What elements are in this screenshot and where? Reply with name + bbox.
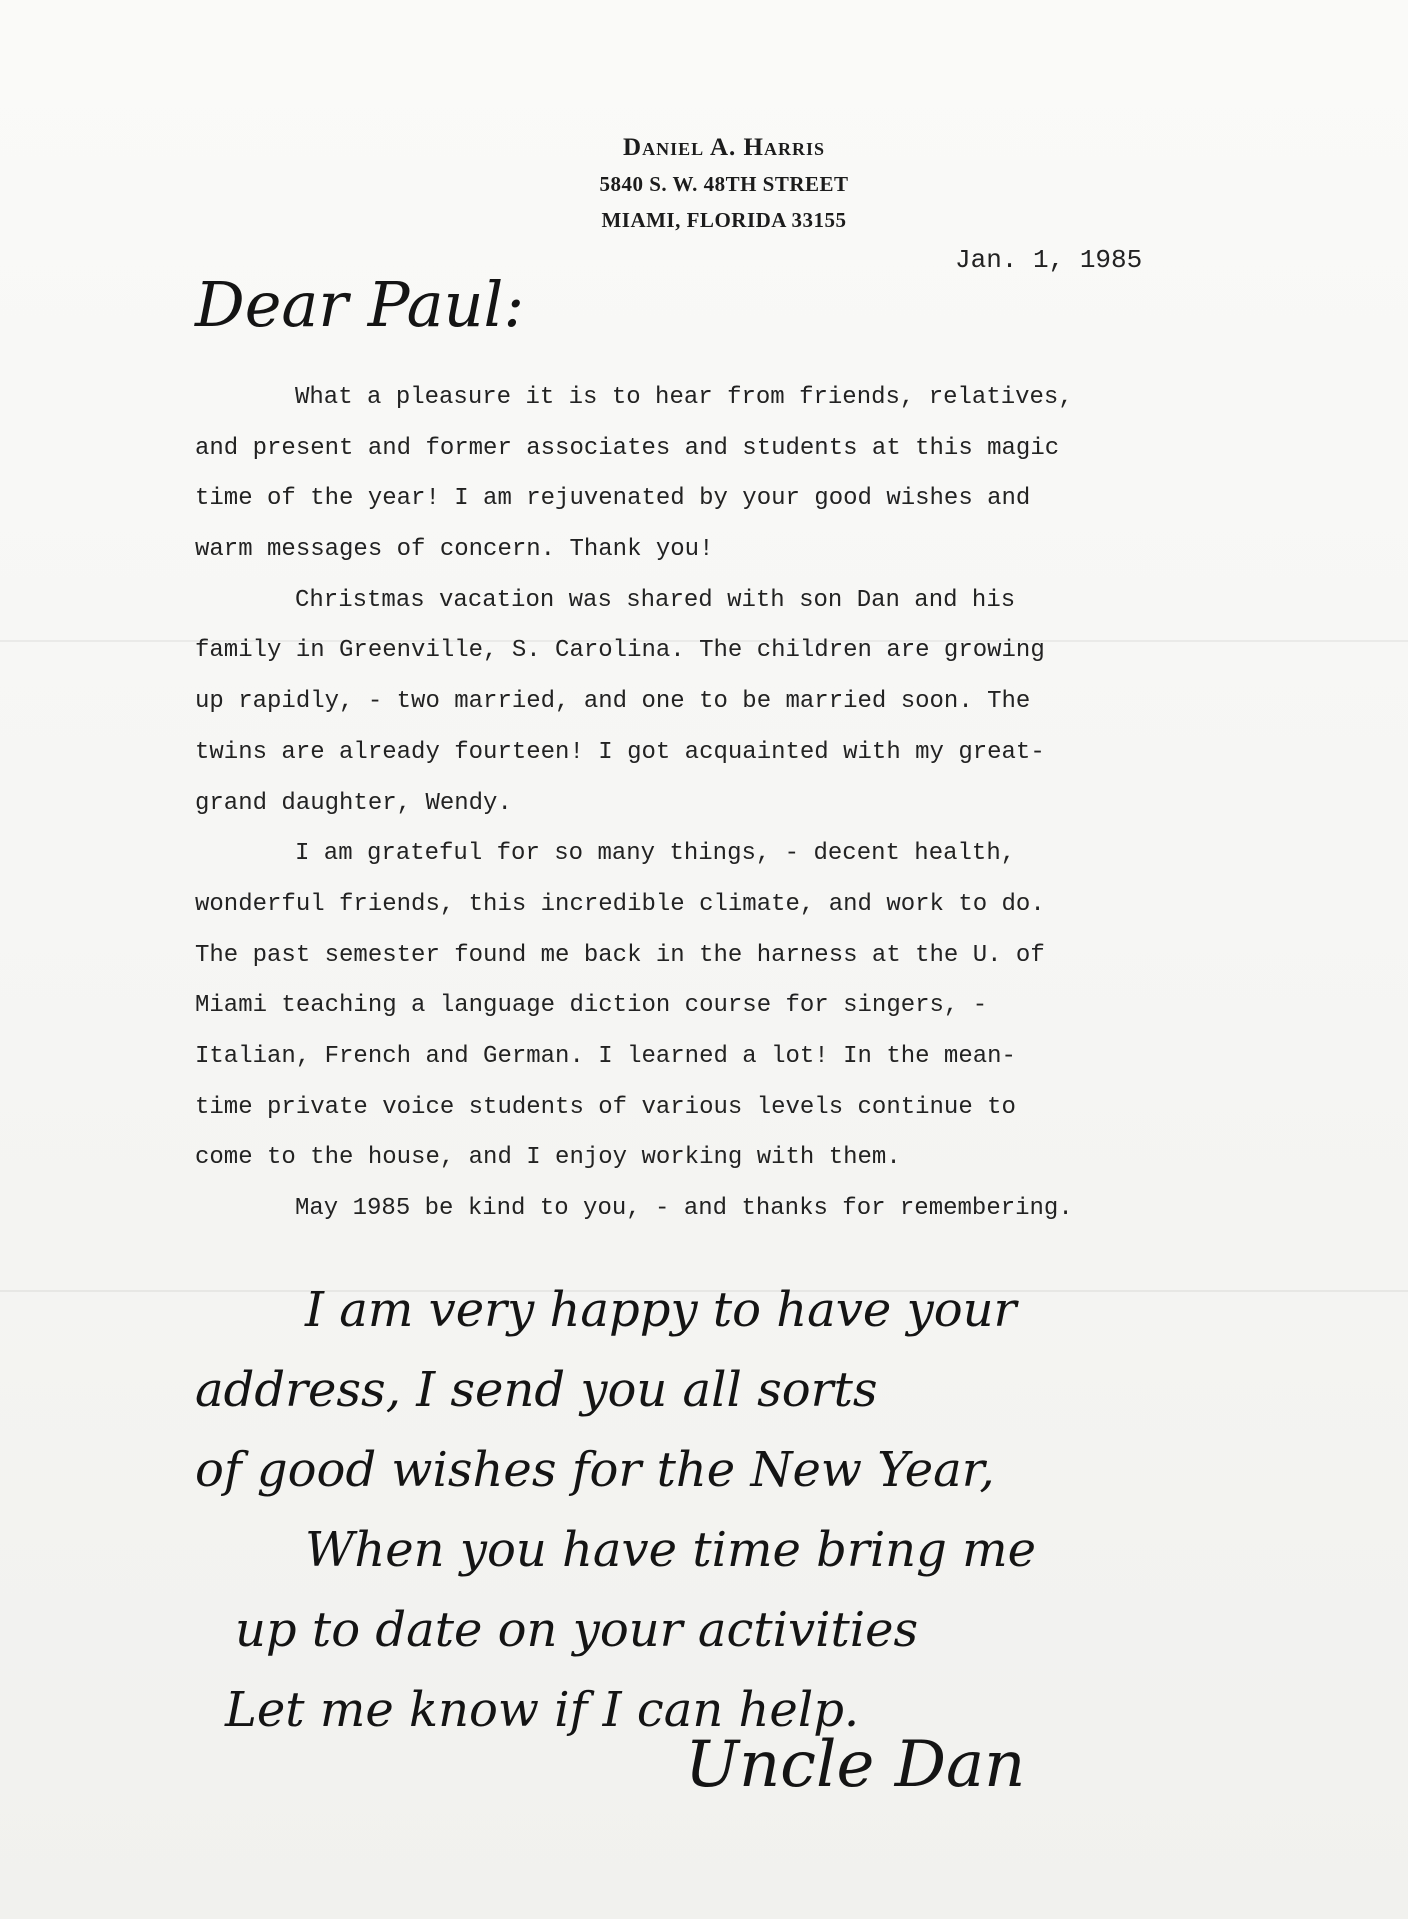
letterhead-city: MIAMI, FLORIDA 33155 bbox=[601, 208, 847, 232]
letterhead-street: 5840 S. W. 48TH STREET bbox=[599, 172, 849, 196]
body-line: time of the year! I am rejuvenated by your good wishes and bbox=[195, 485, 1031, 513]
handwritten-line: I am very happy to have your bbox=[305, 1282, 1017, 1338]
letterhead-name: Daniel A. Harris bbox=[623, 134, 825, 161]
body-line: up rapidly, - two married, and one to be married soon. The bbox=[195, 688, 1031, 716]
body-line: warm messages of concern. Thank you! bbox=[195, 536, 714, 564]
body-line: twins are already fourteen! I got acquainted with my great- bbox=[195, 738, 1045, 766]
handwritten-line: address, I send you all sorts bbox=[195, 1362, 878, 1418]
handwritten-line: up to date on your activities bbox=[235, 1602, 919, 1658]
handwritten-note bbox=[195, 1270, 1315, 1750]
body-line: come to the house, and I enjoy working with them. bbox=[195, 1144, 901, 1172]
body-line: wonderful friends, this incredible climate, and work to do. bbox=[195, 890, 1045, 918]
body-line: Italian, French and German. I learned a lot! In the mean- bbox=[195, 1042, 1016, 1070]
handwritten-line: Let me know if I can help. bbox=[225, 1682, 860, 1738]
body-line: What a pleasure it is to hear from friends, relatives, bbox=[295, 384, 1073, 411]
body-line: The past semester found me back in the harness at the U. of bbox=[195, 941, 1045, 969]
signature: Uncle Dan bbox=[685, 1728, 1026, 1802]
body-line: time private voice students of various levels continue to bbox=[195, 1093, 1016, 1121]
body-line: Christmas vacation was shared with son Dan and his bbox=[295, 586, 1016, 614]
body-line: and present and former associates and students at this magic bbox=[195, 434, 1060, 462]
body-line: Miami teaching a language diction course for singers, - bbox=[195, 992, 988, 1020]
body-line: grand daughter, Wendy. bbox=[195, 789, 512, 817]
handwritten-line: When you have time bring me bbox=[305, 1522, 1036, 1578]
body-line: family in Greenville, S. Carolina. The children are growing bbox=[195, 637, 1045, 665]
body-line: I am grateful for so many things, - decent health, bbox=[295, 840, 1016, 868]
letterhead bbox=[0, 130, 1408, 238]
handwritten-line: of good wishes for the New Year, bbox=[195, 1442, 995, 1498]
letter-date: Jan. 1, 1985 bbox=[955, 245, 1143, 275]
body-line: May 1985 be kind to you, - and thanks for remembering. bbox=[295, 1195, 1073, 1222]
letter-body bbox=[195, 373, 1275, 1235]
salutation: Dear Paul: bbox=[195, 268, 525, 341]
